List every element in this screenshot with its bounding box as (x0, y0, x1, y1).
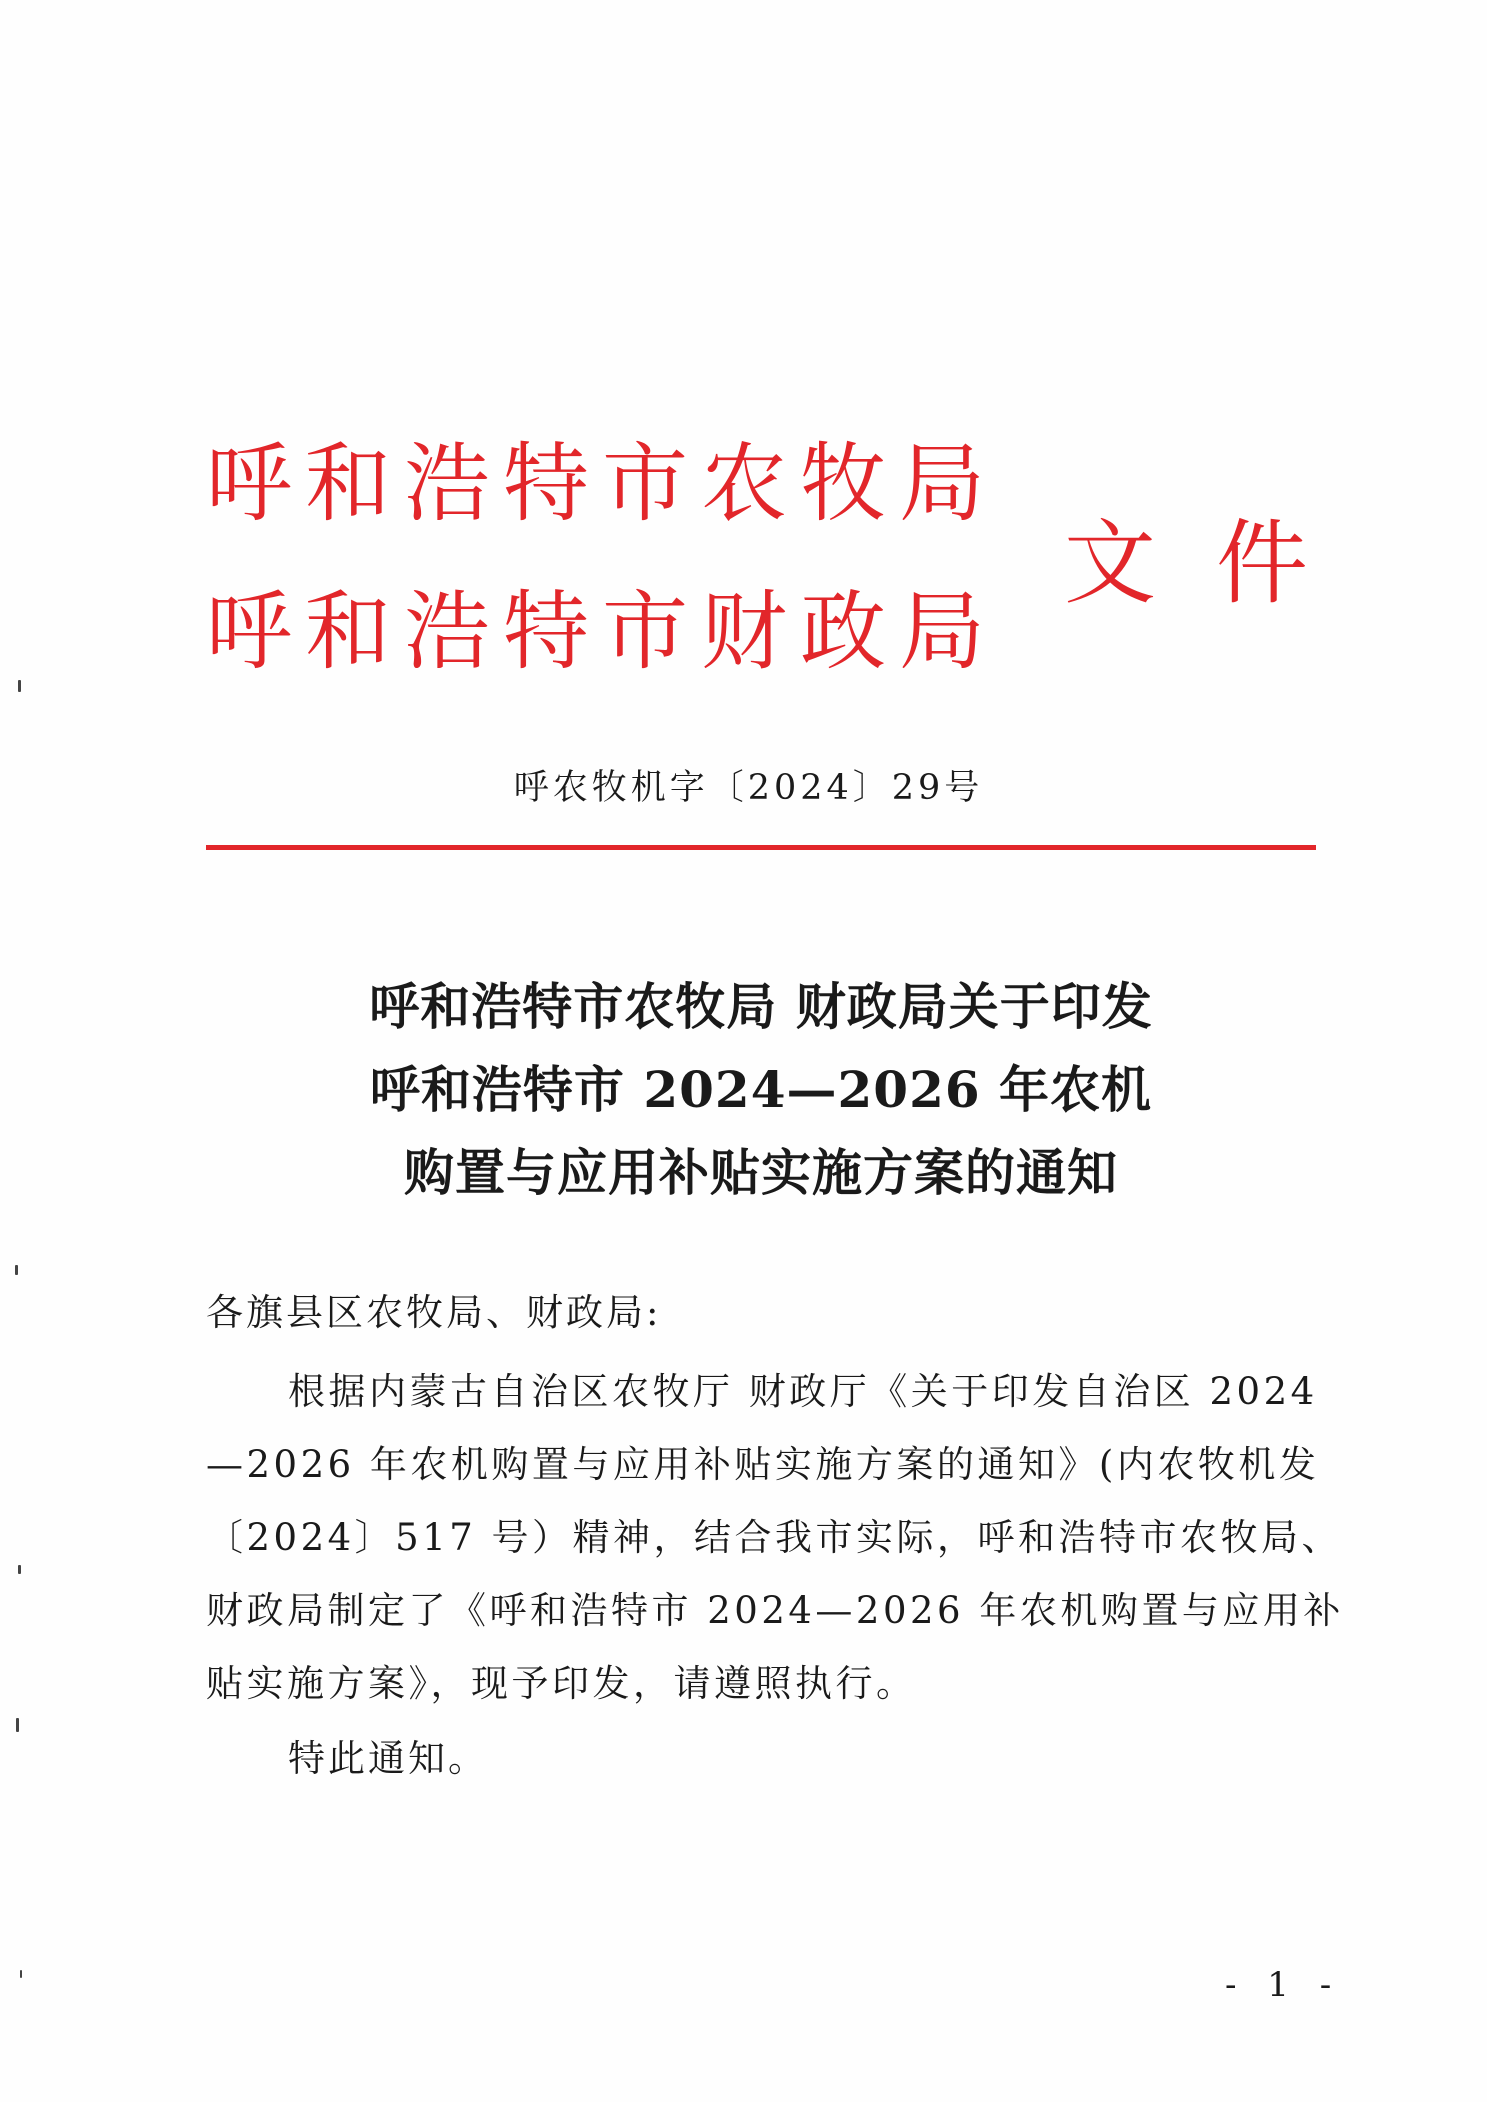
salutation: 各旗县区农牧局、财政局: (206, 1291, 662, 1334)
issuer-finance: 呼和浩特市财政局 (206, 582, 998, 682)
page-number: - 1 - (1225, 1965, 1342, 2005)
body-paragraph (206, 1355, 1344, 1720)
title-line: 呼和浩特市 2024—2026 年农机 (369, 1060, 1153, 1119)
body-line: 根据内蒙古自治区农牧厅 财政厅《关于印发自治区 2024 (288, 1370, 1318, 1413)
scan-mark (18, 680, 21, 692)
issuer-block (206, 410, 1006, 706)
issuer-agriculture: 呼和浩特市农牧局 (206, 434, 998, 534)
body-line: 财政局制定了《呼和浩特市 2024—2026 年农机购置与应用补 (206, 1589, 1344, 1632)
body-line: 贴实施方案》，现予印发，请遵照执行。 (206, 1662, 917, 1705)
title-line: 购置与应用补贴实施方案的通知 (404, 1143, 1118, 1202)
scan-mark (20, 1970, 22, 1978)
document-title (206, 965, 1316, 1214)
body-line: —2026 年农机购置与应用补贴实施方案的通知》(内农牧机发 (206, 1443, 1320, 1486)
scan-mark (18, 1565, 21, 1574)
closing-statement: 特此通知。 (288, 1737, 488, 1780)
document-number: 呼农牧机字〔2024〕29号 (513, 768, 984, 808)
scan-mark (15, 1265, 18, 1275)
title-line: 呼和浩特市农牧局 财政局关于印发 (369, 977, 1153, 1036)
body-line: 〔2024〕517 号）精神，结合我市实际，呼和浩特市农牧局、 (206, 1516, 1343, 1559)
red-divider (206, 845, 1316, 850)
scan-mark (16, 1718, 19, 1732)
document-label: 文件 (1064, 510, 1369, 617)
